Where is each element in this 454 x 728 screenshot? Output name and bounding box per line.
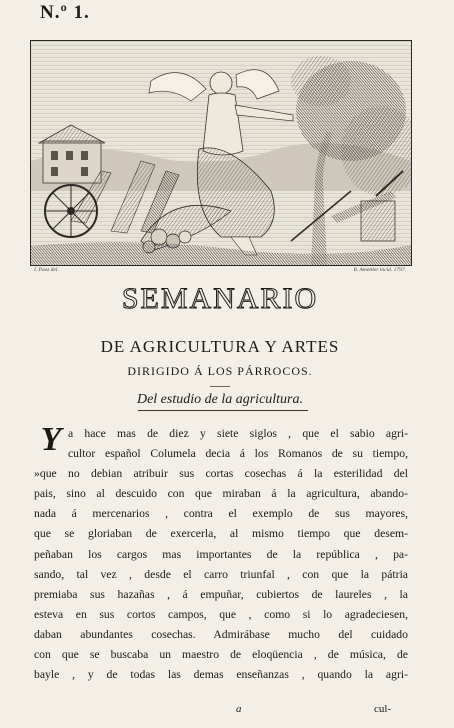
masthead-dedication: DIRIGIDO Á LOS PÁRROCOS. <box>127 364 313 378</box>
body-line: daban abundantes cosechas. Admirábase mucho del cuidado <box>34 627 408 641</box>
masthead-subtitle: DE AGRICULTURA Y ARTES <box>100 337 340 356</box>
body-line: pais, sino al descuido con que miraban á la agricultura, abando- <box>34 487 408 501</box>
body-line: a hace mas de diez y siete siglos , que el sabio agri- <box>68 427 408 440</box>
body-line: cultor español Columela decia á los Romanos de su tiempo, <box>68 447 408 461</box>
body-line: »que no debian atribuir sus cortas cosechas á la esterilidad del <box>34 467 408 481</box>
body-line: nada á mercenarios , contra el exemplo de sus mayores, <box>34 507 408 521</box>
engraving-credit-draughtsman: I. Paez del. <box>34 267 59 273</box>
body-line: sando, tal vez , desde el carro triunfal , con que la pátria <box>34 567 408 581</box>
drop-cap: Y <box>40 421 62 458</box>
body-line: esteva en sus cortos campos, que , como si lo agradeciesen, <box>34 607 408 621</box>
engraving-illustration <box>31 41 411 265</box>
cart-wheel <box>45 185 97 237</box>
body-line: peñaban los cargos mas importantes de la república , pa- <box>34 547 408 561</box>
masthead-title <box>0 282 440 316</box>
frontispiece-engraving <box>30 40 412 266</box>
body-line: bayle , y de todas las demas enseñanzas , quando la agri- <box>34 668 408 682</box>
catchword: cul- <box>374 703 392 715</box>
masthead-title-text: SEMANARIO <box>121 282 319 315</box>
body-line: que se gloriaban de exercerla, al mismo tiempo que desem- <box>34 527 408 541</box>
article-body <box>34 421 408 685</box>
article-heading: Del estudio de la agricultura. <box>136 392 304 407</box>
signature-mark: a <box>236 703 242 715</box>
article-heading-underline <box>138 410 308 411</box>
divider-rule <box>210 386 230 387</box>
engraving-credit-engraver: B. Amettler incid. 1797. <box>353 267 406 273</box>
body-line: premiaba sus hazañas , á empuñar, cubiertos de laureles , la <box>34 587 408 601</box>
body-line: con que se buscaba un maestro de eloqüencia , de música, de <box>34 648 408 662</box>
issue-number: N.º 1. <box>40 2 90 23</box>
